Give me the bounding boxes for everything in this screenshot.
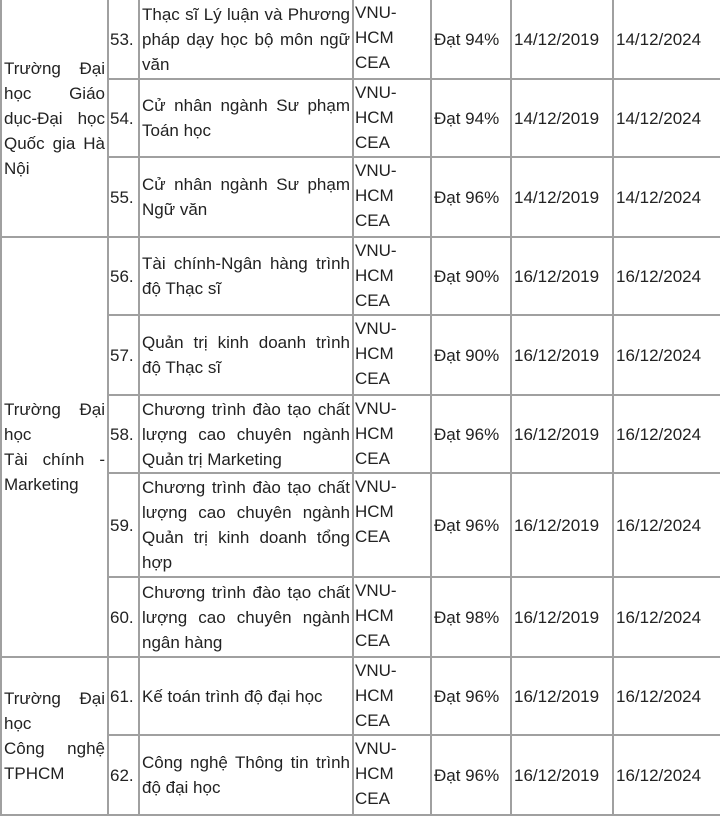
date-from: 14/12/2019 bbox=[514, 187, 600, 207]
result: Đạt 90% bbox=[434, 266, 500, 286]
row-number: 62. bbox=[110, 765, 134, 785]
accreditation-org: VNU- bbox=[355, 83, 397, 102]
date-from-cell bbox=[511, 237, 613, 315]
accreditation-org: HCM bbox=[355, 186, 394, 205]
table-row bbox=[1, 577, 720, 657]
result-cell bbox=[431, 0, 511, 79]
program-name: Cử nhân ngành Sư phạm Toán học bbox=[142, 96, 350, 140]
date-from-cell bbox=[511, 577, 613, 657]
date-from: 14/12/2019 bbox=[514, 29, 600, 49]
table-row bbox=[1, 395, 720, 473]
table-row bbox=[1, 473, 720, 577]
school-name-cell bbox=[1, 0, 108, 237]
accreditation-org: HCM bbox=[355, 266, 394, 285]
program-name-cell bbox=[139, 473, 353, 577]
date-to: 16/12/2024 bbox=[616, 424, 702, 444]
program-name-cell bbox=[139, 79, 353, 157]
date-from-cell bbox=[511, 473, 613, 577]
date-to: 14/12/2024 bbox=[616, 108, 702, 128]
accreditation-org: CEA bbox=[355, 369, 390, 388]
program-name: Quản trị kinh doanh trình độ Thạc sĩ bbox=[142, 333, 350, 377]
result: Đạt 96% bbox=[434, 686, 500, 706]
date-from: 16/12/2019 bbox=[514, 686, 600, 706]
result: Đạt 96% bbox=[434, 765, 500, 785]
date-from-cell bbox=[511, 79, 613, 157]
accreditation-org-cell bbox=[353, 315, 431, 395]
school-name: Công nghệ TPHCM bbox=[4, 739, 105, 783]
date-from: 16/12/2019 bbox=[514, 266, 600, 286]
row-number-cell bbox=[108, 237, 139, 315]
date-to-cell bbox=[613, 657, 720, 735]
date-from-cell bbox=[511, 395, 613, 473]
row-number-cell bbox=[108, 735, 139, 815]
accreditation-org: VNU- bbox=[355, 661, 397, 680]
date-to-cell bbox=[613, 315, 720, 395]
program-name-cell bbox=[139, 157, 353, 237]
program-name-cell bbox=[139, 735, 353, 815]
program-name: Chương trình đào tạo chất lượng cao chuyên ngành Quản trị kinh doanh tổng hợp bbox=[142, 478, 350, 572]
accreditation-org: HCM bbox=[355, 344, 394, 363]
row-number: 55. bbox=[110, 187, 134, 207]
date-to-cell bbox=[613, 79, 720, 157]
date-from: 16/12/2019 bbox=[514, 765, 600, 785]
row-number-cell bbox=[108, 395, 139, 473]
result: Đạt 98% bbox=[434, 607, 500, 627]
row-number: 53. bbox=[110, 29, 134, 49]
row-number: 57. bbox=[110, 345, 134, 365]
accreditation-org: CEA bbox=[355, 789, 390, 808]
result-cell bbox=[431, 735, 511, 815]
program-name-cell bbox=[139, 395, 353, 473]
date-from: 14/12/2019 bbox=[514, 108, 600, 128]
accreditation-org-cell bbox=[353, 79, 431, 157]
row-number-cell bbox=[108, 315, 139, 395]
accreditation-org: VNU- bbox=[355, 161, 397, 180]
date-from-cell bbox=[511, 0, 613, 79]
date-from-cell bbox=[511, 657, 613, 735]
program-name: Chương trình đào tạo chất lượng cao chuyên ngành ngân hàng bbox=[142, 582, 350, 652]
result-cell bbox=[431, 315, 511, 395]
row-number-cell bbox=[108, 157, 139, 237]
accreditation-org: CEA bbox=[355, 527, 390, 546]
accreditation-org-cell bbox=[353, 157, 431, 237]
date-to: 16/12/2024 bbox=[616, 607, 702, 627]
program-name: Cử nhân ngành Sư phạm Ngữ văn bbox=[142, 175, 350, 219]
result: Đạt 96% bbox=[434, 187, 500, 207]
row-number: 54. bbox=[110, 108, 134, 128]
accreditation-org-cell bbox=[353, 0, 431, 79]
accreditation-org: HCM bbox=[355, 764, 394, 783]
accreditation-org-cell bbox=[353, 657, 431, 735]
date-from: 16/12/2019 bbox=[514, 424, 600, 444]
result-cell bbox=[431, 79, 511, 157]
date-to-cell bbox=[613, 577, 720, 657]
date-from: 16/12/2019 bbox=[514, 607, 600, 627]
row-number: 61. bbox=[110, 686, 134, 706]
accreditation-org-cell bbox=[353, 577, 431, 657]
row-number-cell bbox=[108, 577, 139, 657]
row-number: 58. bbox=[110, 424, 134, 444]
accreditation-org: CEA bbox=[355, 211, 390, 230]
accreditation-org: HCM bbox=[355, 28, 394, 47]
date-from: 16/12/2019 bbox=[514, 515, 600, 535]
accreditation-org: VNU- bbox=[355, 399, 397, 418]
result-cell bbox=[431, 395, 511, 473]
program-name: Chương trình đào tạo chất lượng cao chuyên ngành Quản trị Marketing bbox=[142, 399, 350, 469]
accreditation-org: VNU- bbox=[355, 3, 397, 22]
date-to-cell bbox=[613, 0, 720, 79]
date-to-cell bbox=[613, 157, 720, 237]
date-to-cell bbox=[613, 237, 720, 315]
accreditation-org: VNU- bbox=[355, 319, 397, 338]
table-row bbox=[1, 735, 720, 815]
accreditation-org: CEA bbox=[355, 53, 390, 72]
date-to: 16/12/2024 bbox=[616, 515, 702, 535]
date-to: 14/12/2024 bbox=[616, 29, 702, 49]
result: Đạt 96% bbox=[434, 515, 500, 535]
date-to: 14/12/2024 bbox=[616, 187, 702, 207]
accreditation-org-cell bbox=[353, 735, 431, 815]
date-from-cell bbox=[511, 735, 613, 815]
accreditation-org: CEA bbox=[355, 291, 390, 310]
accreditation-org: CEA bbox=[355, 631, 390, 650]
date-to: 16/12/2024 bbox=[616, 765, 702, 785]
program-name: Thạc sĩ Lý luận và Phương pháp dạy học bộ môn ngữ văn bbox=[142, 4, 350, 74]
table-row bbox=[1, 315, 720, 395]
result-cell bbox=[431, 157, 511, 237]
row-number-cell bbox=[108, 473, 139, 577]
program-name-cell bbox=[139, 577, 353, 657]
accreditation-org: VNU- bbox=[355, 241, 397, 260]
row-number: 60. bbox=[110, 607, 134, 627]
program-name-cell bbox=[139, 0, 353, 79]
result: Đạt 96% bbox=[434, 424, 500, 444]
program-name: Tài chính-Ngân hàng trình độ Thạc sĩ bbox=[142, 254, 350, 298]
result-cell bbox=[431, 657, 511, 735]
result-cell bbox=[431, 577, 511, 657]
school-name-cell bbox=[1, 237, 108, 657]
result: Đạt 94% bbox=[434, 108, 500, 128]
school-name-cell bbox=[1, 657, 108, 815]
table-row bbox=[1, 237, 720, 315]
accreditation-org-cell bbox=[353, 237, 431, 315]
table-row bbox=[1, 79, 720, 157]
date-to-cell bbox=[613, 735, 720, 815]
school-name: Trường Đại học bbox=[4, 689, 105, 733]
date-from-cell bbox=[511, 315, 613, 395]
table-row bbox=[1, 657, 720, 735]
accreditation-org-cell bbox=[353, 473, 431, 577]
accreditation-org: VNU- bbox=[355, 477, 397, 496]
accreditation-org: HCM bbox=[355, 686, 394, 705]
row-number-cell bbox=[108, 79, 139, 157]
program-name-cell bbox=[139, 315, 353, 395]
row-number: 56. bbox=[110, 266, 134, 286]
school-name: Tài chính - Marketing bbox=[4, 450, 105, 494]
program-name-cell bbox=[139, 237, 353, 315]
accreditation-org: HCM bbox=[355, 424, 394, 443]
accreditation-org: CEA bbox=[355, 133, 390, 152]
row-number-cell bbox=[108, 657, 139, 735]
accreditation-org-cell bbox=[353, 395, 431, 473]
school-name: Trường Đại học bbox=[4, 400, 105, 444]
accreditation-org: CEA bbox=[355, 711, 390, 730]
accreditation-org: VNU- bbox=[355, 739, 397, 758]
date-to-cell bbox=[613, 473, 720, 577]
result-cell bbox=[431, 237, 511, 315]
row-number-cell bbox=[108, 0, 139, 79]
accreditation-org: HCM bbox=[355, 108, 394, 127]
result: Đạt 90% bbox=[434, 345, 500, 365]
date-from: 16/12/2019 bbox=[514, 345, 600, 365]
accreditation-org: HCM bbox=[355, 606, 394, 625]
table-row bbox=[1, 157, 720, 237]
program-name-cell bbox=[139, 657, 353, 735]
result-cell bbox=[431, 473, 511, 577]
result: Đạt 94% bbox=[434, 29, 500, 49]
table-row bbox=[1, 0, 720, 79]
date-to: 16/12/2024 bbox=[616, 686, 702, 706]
school-name: Trường Đại học Giáo dục-Đại học Quốc gia Hà Nội bbox=[4, 58, 105, 178]
program-name: Công nghệ Thông tin trình độ đại học bbox=[142, 753, 350, 797]
date-to-cell bbox=[613, 395, 720, 473]
accreditation-org: HCM bbox=[355, 502, 394, 521]
date-to: 16/12/2024 bbox=[616, 345, 702, 365]
accreditation-org: VNU- bbox=[355, 581, 397, 600]
accreditation-org: CEA bbox=[355, 449, 390, 468]
date-from-cell bbox=[511, 157, 613, 237]
program-name: Kế toán trình độ đại học bbox=[142, 686, 323, 706]
row-number: 59. bbox=[110, 515, 134, 535]
date-to: 16/12/2024 bbox=[616, 266, 702, 286]
